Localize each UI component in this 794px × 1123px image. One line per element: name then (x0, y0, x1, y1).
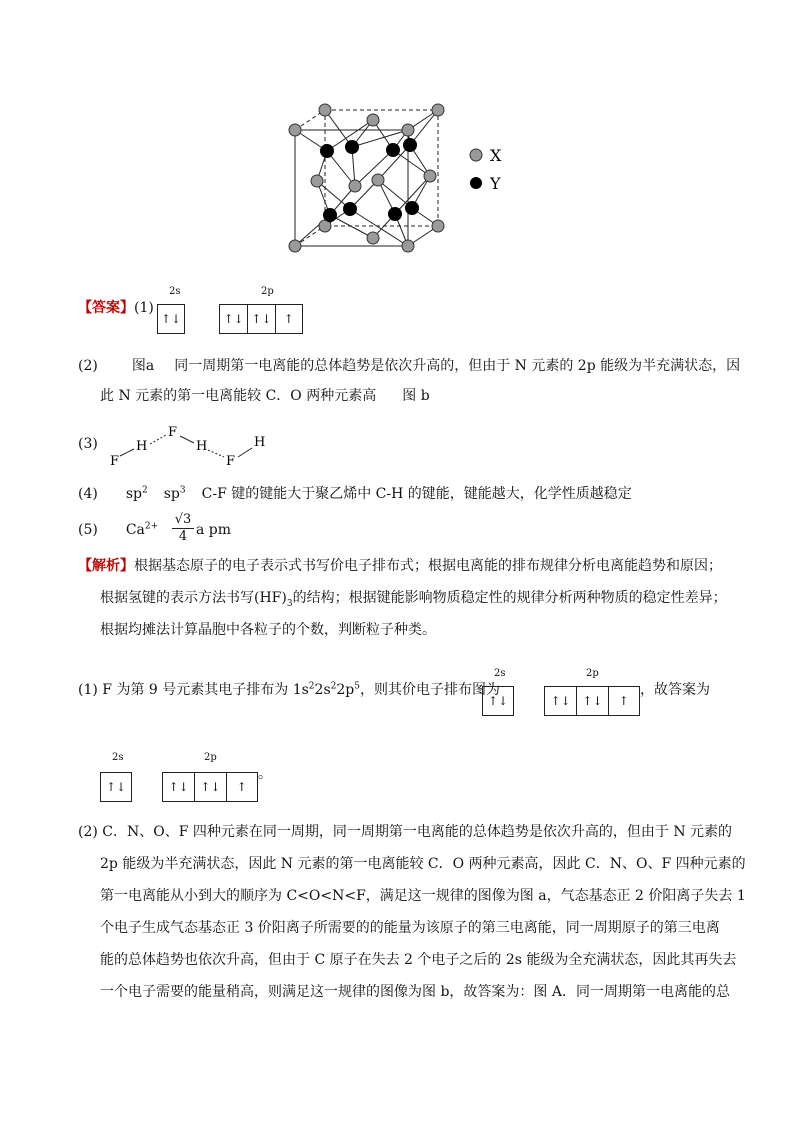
atom-y (320, 144, 334, 158)
orbital-2s-box: ↑↓ (100, 772, 132, 802)
solution-2-line5: 能的总体趋势也依次升高，但由于 C 原子在失去 2 个电子之后的 2s 能级为全充满状态，因此其再失去 (100, 952, 737, 968)
answer-line-1 (78, 298, 154, 318)
svg-text:H: H (136, 439, 148, 454)
q1-number: (1) (134, 300, 154, 316)
atom-y (323, 208, 337, 222)
legend-y-label: Y (490, 174, 501, 193)
answer-q4: (4) $sp^2$ $sp^3$ C-F 键的键能大于聚乙烯中 C-H 的键能，键能越大，化学性质越稳定 (78, 485, 632, 502)
orbital-2p-label: 2p (261, 286, 274, 297)
svg-text:F: F (110, 454, 120, 469)
hf-chain-structure (108, 420, 278, 470)
orbital-diagram-solution: 2s 2p ↑↓ ↑↓ ↑↓ ↑ (480, 668, 660, 718)
q5-fraction: √3 4 (172, 512, 194, 545)
solution-2-line4: 个电子生成气态基态正 3 价阳离子所需要的的能量为该原子的第三电离能，同一周期原子的第三电离 (100, 920, 720, 936)
atom-x (289, 124, 301, 136)
atom-x (402, 124, 414, 136)
atom-x (289, 240, 301, 252)
orbital-2p-box: ↑↓ ↑↓ ↑ (162, 772, 258, 802)
atom-x (402, 240, 414, 252)
atom-x (432, 104, 444, 116)
atom-x (349, 180, 361, 192)
solution-1-text: (1) F 为第 9 号元素其电子排布为 $1s^22s^22p^5$，则其价电子排布图为 (78, 681, 500, 698)
orbital-2p-box: ↑↓ ↑↓ ↑ (544, 686, 640, 716)
analysis-line-3: 根据均摊法计算晶胞中各粒子的个数，判断粒子种类。 (100, 622, 436, 638)
atom-y (403, 138, 417, 152)
analysis-line-1: 【解析】根据基态原子的电子表示式书写价电子排布式；根据电离能的排布规律分析电离能趋势和原因； (78, 558, 722, 574)
answer-q3-number: (3) (78, 436, 98, 452)
analysis-line-2: 根据氢键的表示方法书写$(HF)_3$的结构；根据键能影响物质稳定性的规律分析两种物质的稳定性差异； (100, 590, 727, 609)
solution-1-period: 。 (258, 766, 272, 782)
orbital-diagram (155, 286, 335, 336)
atom-x (367, 114, 379, 126)
q5-unit: a pm (196, 522, 232, 538)
solution-2-line1: (2) C．N、O、F 四种元素在同一周期，同一周期第一电离能的总体趋势是依次升高的，但由于 N 元素的 (78, 824, 733, 840)
solution-2-line6: 一个电子需要的能量稍高，则满足这一规律的图像为图 b，故答案为：图 A．同一周期第一电离能的总 (100, 984, 730, 1000)
orbital-2s-box: ↑↓ (482, 686, 514, 716)
answer-q5: (5) $Ca^{2+}$ (78, 521, 159, 538)
atom-x (311, 175, 323, 187)
atom-x (319, 104, 331, 116)
atom-y (345, 140, 359, 154)
legend-x-swatch (470, 149, 482, 161)
orbital-2s-box: ↑↓ (157, 304, 185, 334)
solution-1-end: ，故答案为 (640, 682, 710, 698)
atom-x (372, 174, 384, 186)
solution-2-line3: 第一电离能从小到大的顺序为 C<O<N<F，满足这一规律的图像为图 a，气态基态正 2 价阳离子失去 1 (100, 888, 746, 904)
answer-q2-line1: (2) 图a 同一周期第一电离能的总体趋势是依次升高的，但由于 N 元素的 2p 能级为半充满状态，因 (78, 358, 741, 374)
svg-text:F: F (168, 425, 178, 440)
svg-text:H: H (196, 439, 208, 454)
crystal-structure-figure (280, 98, 520, 258)
svg-text:F: F (226, 454, 236, 469)
svg-text:H: H (254, 435, 266, 450)
atom-x (432, 220, 444, 232)
answer-q2-line2: 此 N 元素的第一电离能较 C．O 两种元素高 图 b (100, 388, 430, 404)
solution-2-line2: 2p 能级为半充满状态，因此 N 元素的第一电离能较 C．O 两种元素高，因此 C．N、O、F 四种元素的 (100, 856, 746, 872)
atom-x (424, 170, 436, 182)
atom-y (405, 201, 419, 215)
orbital-2p-box: ↑↓ ↑↓ ↑ (219, 304, 303, 334)
legend-y-swatch (470, 177, 482, 189)
orbital-diagram-answer: 2s 2p ↑↓ ↑↓ ↑↓ ↑ (98, 752, 278, 802)
atom-x (367, 232, 379, 244)
orbital-2s-label: 2s (169, 286, 181, 297)
legend-x-label: X (490, 146, 502, 165)
answer-tag: 【答案】 (78, 300, 134, 316)
atom-y (343, 202, 357, 216)
atom-y (386, 143, 400, 157)
atom-y (388, 207, 402, 221)
